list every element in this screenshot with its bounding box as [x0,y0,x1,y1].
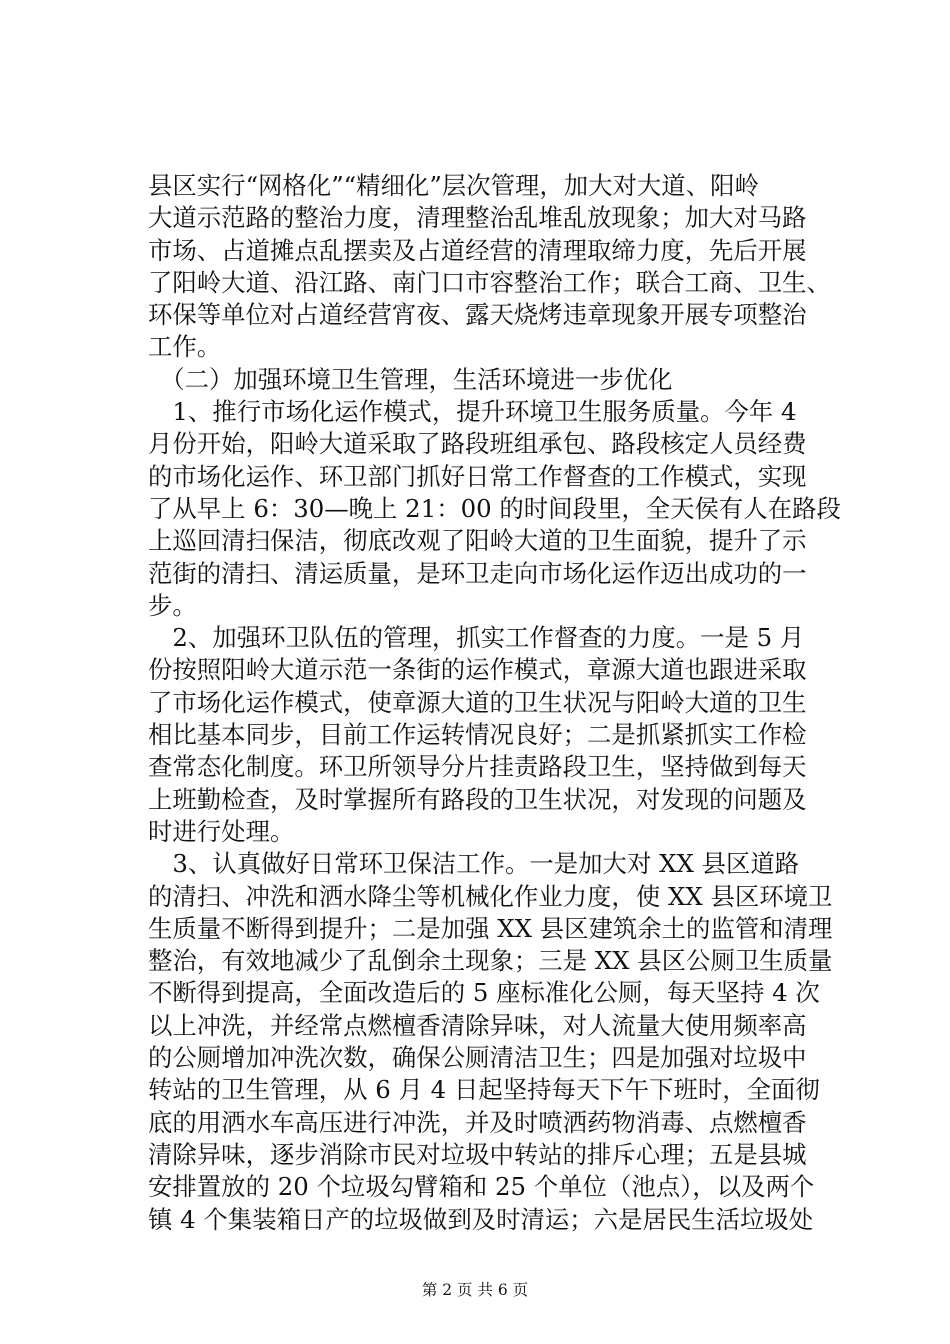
text-line: 的清扫、冲洗和洒水降尘等机械化作业力度，使 XX 县区环境卫 [148,881,833,911]
text-line: 市场、占道摊点乱摆卖及占道经营的清理取缔力度，先后开展 [148,235,807,265]
text-line: 查常态化制度。环卫所领导分片挂责路段卫生，坚持做到每天 [148,752,807,782]
text-line: 相比基本同步，目前工作运转情况良好；二是抓紧抓实工作检 [148,720,807,750]
text-line: 了从早上 6：30—晚上 21：00 的时间段里，全天侯有人在路段 [148,493,841,523]
text-line: 了市场化运作模式，使章源大道的卫生状况与阳岭大道的卫生 [148,687,807,717]
text-line: 2、加强环卫队伍的管理，抓实工作督查的力度。一是 5 月 [148,623,805,653]
text-line: 步。 [148,590,197,620]
text-line: 上巡回清扫保洁，彻底改观了阳岭大道的卫生面貌，提升了示 [148,526,807,556]
text-line: 月份开始，阳岭大道采取了路段班组承包、路段核定人员经费 [148,429,807,459]
text-line: 不断得到提高，全面改造后的 5 座标准化公厕，每天坚持 4 次 [148,978,820,1008]
text-line: 大道示范路的整治力度，清理整治乱堆乱放现象；加大对马路 [148,203,807,233]
text-line: 以上冲洗，并经常点燃檀香清除异味，对人流量大使用频率高 [148,1010,807,1040]
text-line: 转站的卫生管理，从 6 月 4 日起坚持每天下午下班时，全面彻 [148,1075,820,1105]
text-line: 范街的清扫、清运质量，是环卫走向市场化运作迈出成功的一 [148,558,807,588]
text-line: 安排置放的 20 个垃圾勾臂箱和 25 个单位（池点），以及两个 [148,1172,815,1202]
text-line: 生质量不断得到提升；二是加强 XX 县区建筑余土的监管和清理 [148,913,833,943]
text-line: 上班勤检查，及时掌握所有路段的卫生状况，对发现的问题及 [148,784,807,814]
text-line: （二）加强环境卫生管理，生活环境进一步优化 [148,364,673,394]
text-line: 镇 4 个集装箱日产的垃圾做到及时清运；六是居民生活垃圾处 [148,1204,814,1234]
text-line: 1、推行市场化运作模式，提升环境卫生服务质量。今年 4 [148,397,797,427]
text-line: 整治，有效地减少了乱倒余土现象；三是 XX 县区公厕卫生质量 [148,946,833,976]
text-line: 清除异味，逐步消除市民对垃圾中转站的排斥心理；五是县城 [148,1139,807,1169]
text-line: 的公厕增加冲洗次数，确保公厕清洁卫生；四是加强对垃圾中 [148,1043,807,1073]
text-line: 3、认真做好日常环卫保洁工作。一是加大对 XX 县区道路 [148,849,800,879]
text-line: 的市场化运作、环卫部门抓好日常工作督查的工作模式，实现 [148,461,807,491]
text-line: 了阳岭大道、沿江路、南门口市容整治工作；联合工商、卫生、 [148,267,831,297]
text-line: 县区实行“网格化”“精细化”层次管理，加大对大道、阳岭 [148,171,759,200]
body-text [148,170,841,1236]
text-line: 底的用洒水车高压进行冲洗，并及时喷洒药物消毒、点燃檀香 [148,1107,807,1137]
text-line: 环保等单位对占道经营宵夜、露天烧烤违章现象开展专项整治 [148,300,807,330]
text-line: 工作。 [148,332,222,362]
text-line: 时进行处理。 [148,816,295,846]
text-line: 份按照阳岭大道示范一条街的运作模式，章源大道也跟进采取 [148,655,807,685]
page-footer: 第 2 页 共 6 页 [421,1281,529,1299]
